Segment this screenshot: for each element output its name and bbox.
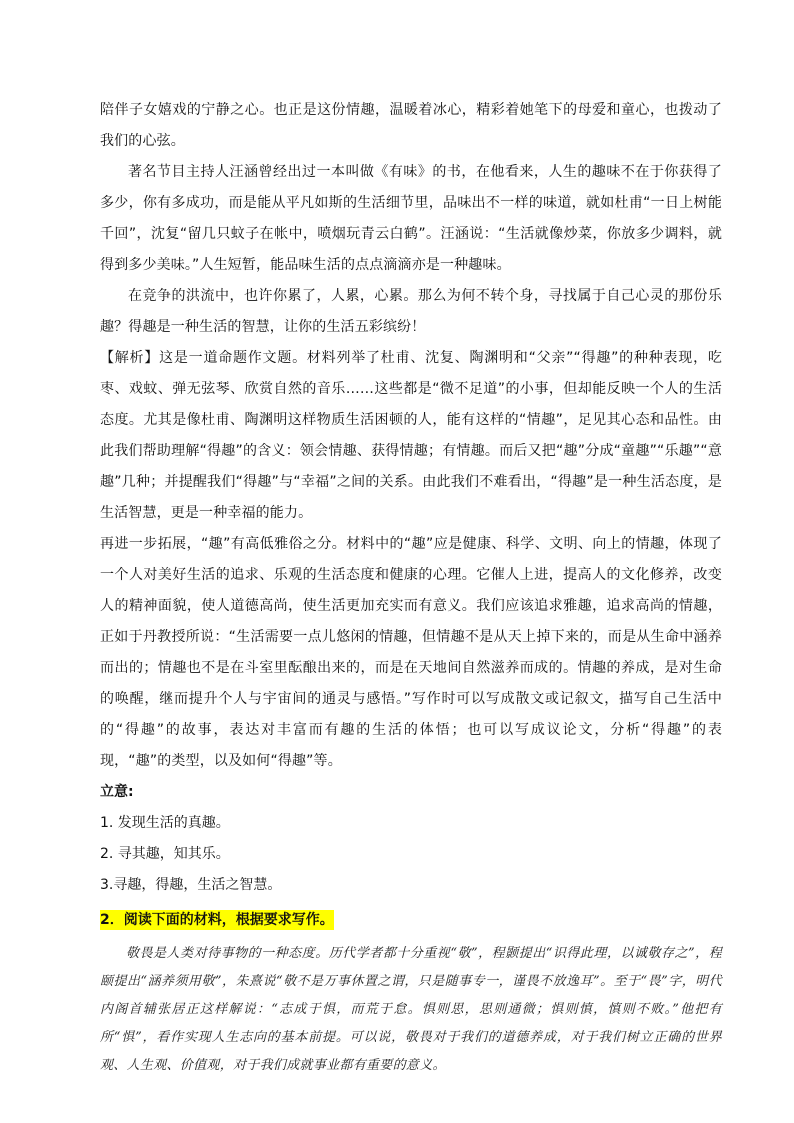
question-2-material: 敬畏是人类对待事物的一种态度。历代学者都十分重视“敬”，程颢提出“识得此理，以诚敬存之”，程颐提出“涵养须用敬”，朱熹说“敬不是万事休置之谓，只是随事专一，谨畏不放逸耳”。至于“畏”字，明代内阁首辅张居正这样解说：“志成于惧，而荒于怠。惧则思，思则通微；惧则慎，慎则不败。”他把有所“惧”，看作实现人生志向的基本前提。可以说，敬畏对于我们的道德养成，对于我们树立正确的世界观、人生观、价值观，对于我们成就事业都有重要的意义。 (100, 946, 722, 1073)
intent-item-3: 3.寻趣，得趣，生活之智慧。 (100, 877, 282, 893)
document-page (100, 95, 722, 1080)
essay-paragraph-2: 著名节目主持人汪涵曾经出过一本叫做《有味》的书，在他看来，人生的趣味不在于你获得了多少，你有多成功，而是能从平凡如斯的生活细节里，品味出不一样的味道，就如杜甫“一日上树能千回”，沈复“留几只蚊子在帐中，喷烟玩青云白鹤”。汪涵说：“生活就像炒菜，你放多少调料，就得到多少美味。”人生短暂，能品味生活的点点滴滴亦是一种趣味。 (100, 164, 722, 273)
question-2-label: 2．阅读下面的材料，根据要求写作。 (100, 912, 334, 928)
essay-paragraph-1: 陪伴子女嬉戏的宁静之心。也正是这份情趣，温暖着冰心，精彩着她笔下的母爱和童心，也拨动了我们的心弦。 (100, 102, 722, 149)
intent-item-2: 2. 寻其趣，知其乐。 (100, 846, 230, 862)
essay-paragraph-3: 在竞争的洪流中，也许你累了，人累，心累。那么为何不转个身，寻找属于自己心灵的那份乐趣？得趣是一种生活的智慧，让你的生活五彩缤纷！ (100, 288, 722, 335)
intent-item-1: 1. 发现生活的真趣。 (100, 815, 230, 831)
question-2-line (100, 903, 722, 936)
analysis-paragraph-2: 再进一步拓展，“趣”有高低雅俗之分。材料中的“趣”应是健康、科学、文明、向上的情趣，体现了一个人对美好生活的追求、乐观的生活态度和健康的心理。它催人上进，提高人的文化修养，改变人的精神面貌，使人道德高尚，使生活更加充实而有意义。我们应该追求雅趣，追求高尚的情趣，正如于丹教授所说：“生活需要一点儿悠闲的情趣，但情趣不是从天上掉下来的，而是从生命中涵养而出的；情趣也不是在斗室里酝酿出来的，而是在天地间自然滋养而成的。情趣的养成，是对生命的唤醒，继而提升个人与宇宙间的通灵与感悟。”写作时可以写成散文或记叙文，描写自己生活中的“得趣”的故事，表达对丰富而有趣的生活的体悟；也可以写成议论文，分析“得趣”的表现，“趣”的类型，以及如何“得趣”等。 (100, 536, 722, 769)
analysis-paragraph-1: 【解析】这是一道命题作文题。材料列举了杜甫、沈复、陶渊明和“父亲”“得趣”的种种表现，吃枣、戏蚊、弹无弦琴、欣赏自然的音乐……这些都是“微不足道”的小事，但却能反映一个人的生活态度。尤其是像杜甫、陶渊明这样物质生活困顿的人，能有这样的“情趣”，足见其心态和品性。由此我们帮助理解“得趣”的含义：领会情趣、获得情趣；有情趣。而后又把“趣”分成“童趣”“乐趣”“意趣”几种；并提醒我们“得趣”与“幸福”之间的关系。由此我们不难看出，“得趣”是一种生活态度，是生活智慧，更是一种幸福的能力。 (100, 350, 722, 521)
intent-heading: 立意: (100, 784, 134, 800)
